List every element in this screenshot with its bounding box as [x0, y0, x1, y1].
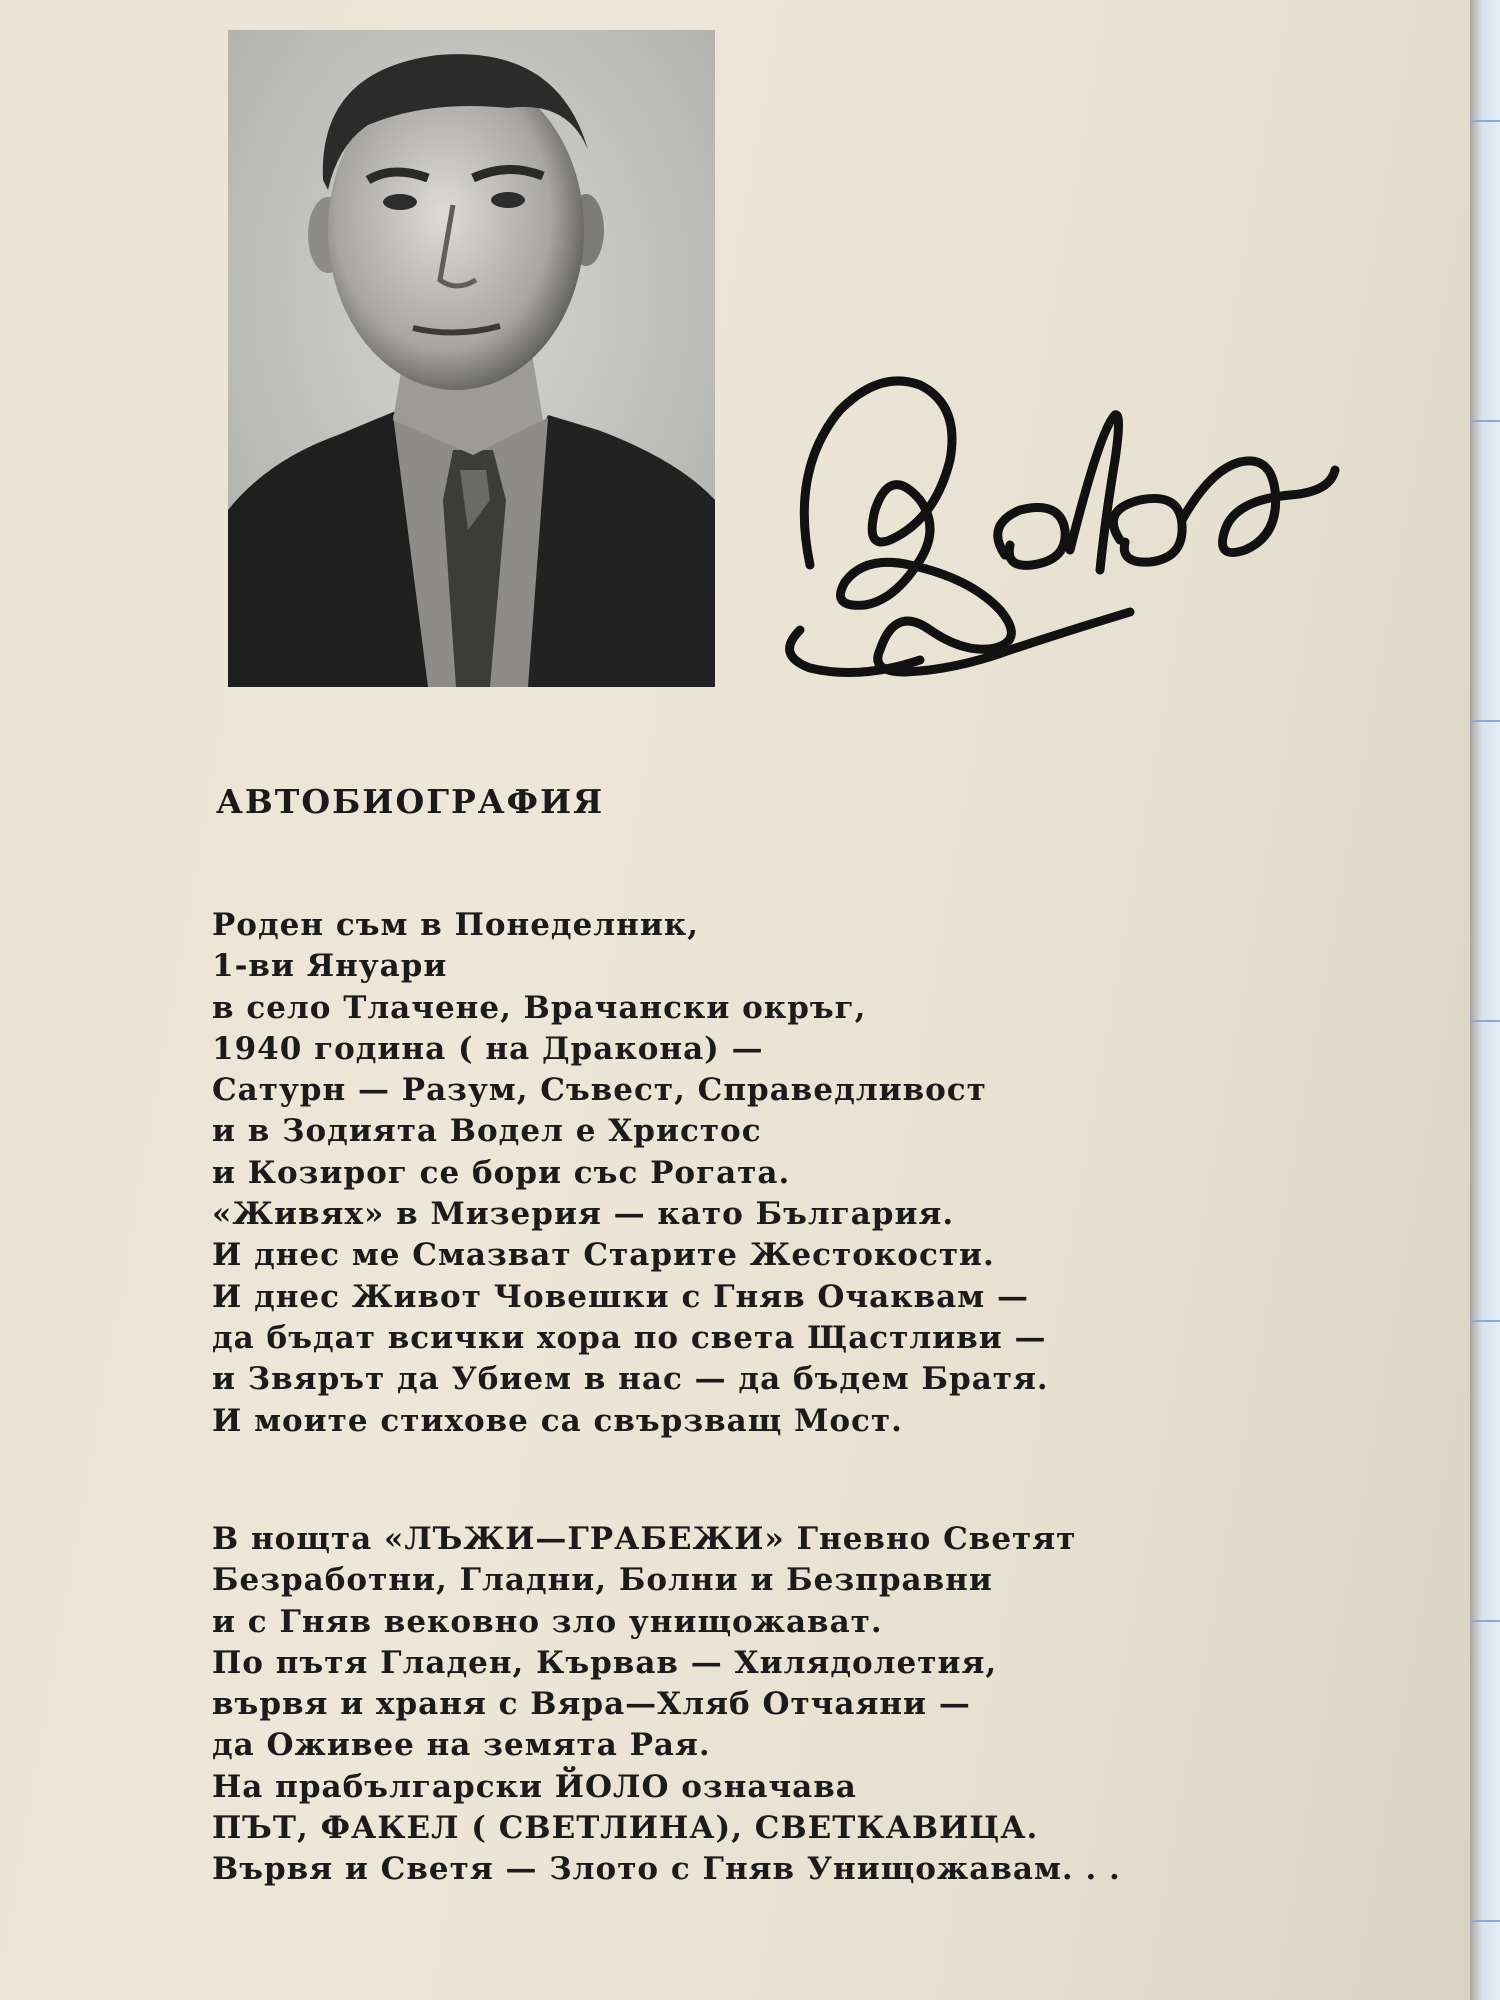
portrait-illustration — [228, 30, 715, 687]
poem-line: и Звярът да Убием в нас — да бъдем Братя. — [212, 1361, 1049, 1398]
poem-line: И днес Живот Човешки с Гняв Очаквам — — [212, 1278, 1029, 1315]
poem-line: «Живях» в Мизерия — като България. — [212, 1196, 955, 1233]
page-title: АВТОБИОГРАФИЯ — [216, 782, 605, 821]
poem-line: На прабългарски ЙОЛО означава — [212, 1768, 857, 1805]
poem-line: и с Гняв вековно зло унищожават. — [212, 1603, 883, 1640]
poem-line: По пътя Гладен, Кървав — Хилядолетия, — [212, 1644, 998, 1681]
author-signature — [770, 350, 1400, 690]
poem-line: И днес ме Смазват Старите Жестокости. — [212, 1237, 995, 1274]
poem-line: Безработни, Гладни, Болни и Безправни — [212, 1562, 993, 1599]
grid-line — [1470, 1020, 1500, 1022]
poem-line: Роден съм в Понеделник, — [212, 907, 700, 943]
grid-line — [1470, 1320, 1500, 1322]
poem-line: вървя и храня с Вяра—Хляб Отчаяни — — [212, 1686, 971, 1723]
poem-stanza-1 — [212, 905, 1049, 1442]
poem-line: в село Тлачене, Врачански окръг, — [212, 989, 867, 1026]
poem-line: И моите стихове са свързващ Мост. — [212, 1402, 903, 1439]
poem-line: 1940 година ( на Дракона) — — [212, 1030, 764, 1067]
poem-line: да бъдат всички хора по света Щастливи — — [212, 1319, 1047, 1356]
grid-line — [1470, 720, 1500, 722]
poem-line: ПЪТ, ФАКЕЛ ( СВЕТЛИНА), СВЕТКАВИЦА. — [212, 1810, 1039, 1847]
author-portrait-photo — [228, 30, 715, 687]
poem-line: Сатурн — Разум, Съвест, Справедливост — [212, 1072, 987, 1109]
grid-line — [1470, 1920, 1500, 1922]
poem-stanza-2 — [212, 1519, 1121, 1891]
grid-line — [1470, 420, 1500, 422]
poem-line: и Козирог се бори със Рогата. — [212, 1154, 791, 1191]
poem-line: да Оживее на земята Рая. — [212, 1727, 711, 1764]
poem-line: В нощта «ЛЪЖИ—ГРАБЕЖИ» Гневно Светят — [212, 1521, 1077, 1557]
poem-line: и в Зодията Водел е Христос — [212, 1113, 762, 1150]
poem-line: 1-ви Януари — [212, 948, 448, 985]
grid-line — [1470, 1620, 1500, 1622]
notebook-page-edge — [1470, 0, 1500, 2000]
poem-line: Вървя и Светя — Злото с Гняв Унищожавам. . . — [212, 1851, 1121, 1888]
grid-line — [1470, 120, 1500, 122]
